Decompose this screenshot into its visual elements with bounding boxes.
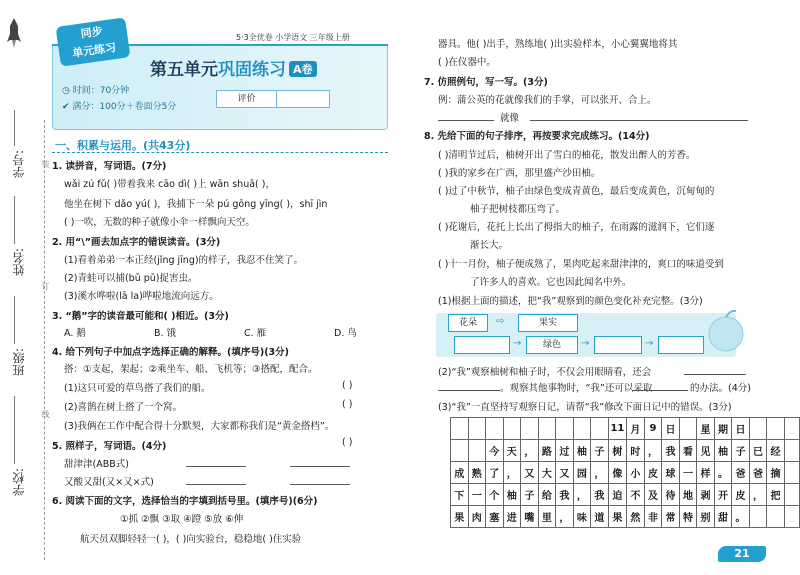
diary-cell[interactable]: 已 (749, 440, 767, 462)
diary-cell[interactable]: 非 (644, 506, 662, 528)
diary-cell[interactable] (451, 440, 469, 462)
badge-line: 单元练习 (71, 40, 117, 60)
sub-question: (1)根据上面的描述，把“我”观察到的颜色变化补充完整。(3分) (438, 296, 703, 307)
diary-cell[interactable]: ， (749, 484, 767, 506)
diary-cell[interactable]: 今 (486, 440, 504, 462)
section-title: 一、积累与运用。(共43分) (55, 139, 191, 152)
binding-mark: 装 (41, 160, 50, 168)
pomelo-icon (706, 306, 746, 356)
diary-cell[interactable]: 甜 (714, 506, 732, 528)
question-6-line: 航天员双脚轻轻一( )，( )向实验台，稳稳地( )住实验 (80, 534, 302, 545)
flow-box-fruit: 果实 (518, 314, 578, 332)
question-2-item: (2)青蛙可以捕(bǔ pǔ)捉害虫。 (64, 273, 198, 284)
diary-cell[interactable] (573, 418, 591, 440)
continued-line: ( )在仪器中。 (438, 57, 496, 68)
diary-cell[interactable]: 柚 (573, 440, 591, 462)
answer-line[interactable] (438, 120, 494, 121)
diary-cell[interactable]: 见 (697, 440, 715, 462)
question-4-item: (2)喜鹊在树上搭了一个窝。 (64, 402, 182, 413)
diary-cell[interactable] (749, 418, 767, 440)
arrow-right-icon: ⇨ (496, 316, 505, 327)
diary-cell[interactable]: 了 (486, 462, 504, 484)
diary-cell[interactable]: 塞 (486, 506, 504, 528)
answer-blank[interactable]: ( ) (342, 399, 353, 410)
question-4-item: (3)我俩在工作中配合得十分默契，大家都称我们是“黄金搭档”。 (64, 421, 335, 432)
diary-cell[interactable]: 个 (486, 484, 504, 506)
flow-blank[interactable] (658, 336, 704, 354)
diary-cell[interactable]: 路 (538, 440, 556, 462)
sentence-item: ( )清明节过后，柚树开出了雪白的柚花，散发出醉人的芳香。 (438, 150, 696, 161)
evaluation-label: 评价 (217, 91, 277, 107)
diary-cell[interactable]: 开 (714, 484, 732, 506)
question-7-title: 7. 仿照例句，写一写。(3分) (424, 77, 548, 88)
diary-cell[interactable] (784, 506, 799, 528)
diary-cell[interactable]: 爸 (732, 462, 750, 484)
arrow-right-icon: → (581, 338, 590, 349)
diary-cell[interactable]: 过 (556, 440, 574, 462)
question-3-title: 3. “鹅”字的读音最可能和( )相近。(3分) (52, 311, 229, 322)
diary-row (451, 418, 800, 440)
class-blank[interactable] (14, 296, 15, 344)
diary-cell[interactable]: 皮 (644, 462, 662, 484)
diary-cell[interactable]: 树 (608, 440, 627, 462)
diary-cell[interactable]: 嘴 (521, 506, 539, 528)
diary-cell[interactable]: 11 (608, 418, 627, 440)
diary-cell[interactable]: 下 (451, 484, 469, 506)
diary-cell[interactable]: 又 (521, 462, 539, 484)
binding-mark: 线 (41, 410, 50, 418)
diary-cell[interactable] (468, 418, 486, 440)
diary-cell[interactable]: 把 (767, 484, 785, 506)
diary-cell[interactable] (784, 462, 799, 484)
diary-cell[interactable]: 进 (503, 506, 521, 528)
diary-cell[interactable]: 大 (538, 462, 556, 484)
diary-cell[interactable]: 常 (662, 506, 680, 528)
sub-question: (3)“我”一直坚持写观察日记，请帮“我”修改下面日记中的错误。(3分) (438, 402, 732, 413)
question-2-title: 2. 用“\”画去加点字的错误读音。(3分) (52, 237, 221, 248)
diary-cell[interactable]: 样 (697, 462, 715, 484)
diary-cell[interactable] (784, 484, 799, 506)
diary-cell[interactable]: 我 (556, 484, 574, 506)
name-label: 姓名: (12, 248, 26, 277)
diary-cell[interactable]: ， (573, 484, 591, 506)
badge-line: 同步 (79, 24, 104, 41)
diary-cell[interactable]: 里 (538, 506, 556, 528)
diary-cell[interactable]: 球 (662, 462, 680, 484)
question-1-line: wǎi zú fǔ( )带着我来 cāo dì( )上 wān shuǎ( )， (64, 179, 275, 190)
clock-icon: ◷ (62, 86, 73, 96)
diary-cell[interactable]: ， (503, 462, 521, 484)
page-title (150, 55, 317, 80)
diary-cell[interactable]: 一 (679, 462, 697, 484)
answer-line[interactable] (186, 466, 246, 467)
diary-cell[interactable]: 剥 (697, 484, 715, 506)
diary-cell[interactable]: 像 (608, 462, 627, 484)
name-blank[interactable] (14, 196, 15, 244)
answer-line[interactable] (186, 484, 246, 485)
question-1-line: 他坐在树下 dǎo yú( )，我捕下一朵 pú gōng yīng( )，shī jìn (64, 199, 328, 210)
diary-cell[interactable]: 道 (591, 506, 609, 528)
diary-cell[interactable]: 我 (591, 484, 609, 506)
option-c[interactable]: C. 雁 (244, 328, 267, 339)
diary-cell[interactable]: 肉 (468, 506, 486, 528)
diary-cell[interactable] (749, 506, 767, 528)
score-text: 满分：100分＋卷面分5分 (72, 102, 177, 112)
diary-cell[interactable]: 特 (679, 506, 697, 528)
diary-cell[interactable]: 又 (556, 462, 574, 484)
diary-cell[interactable]: ， (591, 462, 609, 484)
series-label: 5·3全优卷 小学语文 三年级上册 (236, 33, 350, 42)
flow-blank[interactable] (454, 336, 510, 354)
answer-line[interactable] (632, 390, 688, 391)
diary-row (451, 462, 800, 484)
sentence-item: 渐长大。 (470, 240, 509, 251)
rocket-icon (7, 18, 21, 48)
school-label: 学校: (12, 468, 26, 497)
sub-question: 的办法。(4分) (690, 383, 751, 394)
title-tag: A卷 (289, 61, 317, 77)
diary-cell[interactable] (486, 418, 504, 440)
diary-cell[interactable]: 柚 (503, 484, 521, 506)
diary-cell[interactable]: 味 (573, 506, 591, 528)
check-icon: ✔ (62, 102, 73, 112)
diary-cell[interactable]: 待 (662, 484, 680, 506)
diary-cell[interactable]: 我 (662, 440, 680, 462)
question-4-item: (1)这只可爱的草鸟搭了我们的船。 (64, 383, 211, 394)
diary-cell[interactable]: ， (521, 440, 539, 462)
diary-cell[interactable]: 9 (644, 418, 662, 440)
sentence-item: 柚子把树枝都压弯了。 (470, 204, 566, 215)
diary-cell[interactable]: ， (556, 506, 574, 528)
evaluation-box[interactable] (216, 90, 330, 108)
question-1-title: 1. 读拼音，写词语。(7分) (52, 161, 167, 172)
answer-line[interactable] (290, 484, 350, 485)
question-6-title: 6. 阅读下面的文字，选择恰当的字填到括号里。(填序号)(6分) (52, 496, 318, 507)
diary-row (451, 440, 800, 462)
title-pre: 第五单元 (150, 60, 218, 80)
diary-cell[interactable]: ， (644, 440, 662, 462)
option-d[interactable]: D. 鸟 (334, 328, 357, 339)
diary-cell[interactable]: 子 (732, 440, 750, 462)
question-7-example: 例：蒲公英的花就像我们的手掌，可以张开、合上。 (438, 95, 657, 106)
diary-cell[interactable] (556, 418, 574, 440)
question-1-line: ( )一吹，无数的种子就像小伞一样飘向天空。 (64, 217, 255, 228)
diary-cell[interactable] (767, 418, 785, 440)
answer-line[interactable] (290, 466, 350, 467)
student-number-label: 学号: (12, 150, 26, 179)
question-2-item: (3)溪水哗啦(lā la)哗啦地流向远方。 (64, 291, 219, 302)
sub-question: 。观察其他事物时，“我”还可以采取 (500, 383, 653, 394)
sub-question: (2)“我”观察柚树和柚子时，不仅会用眼睛看，还会 (438, 367, 652, 378)
question-5-item: 甜津津(ABB式) (64, 459, 129, 470)
question-4-title: 4. 给下列句子中加点字选择正确的解释。(填序号)(3分) (52, 347, 290, 358)
diary-cell[interactable]: 果 (451, 506, 469, 528)
diary-table (450, 417, 800, 528)
answer-line[interactable] (530, 120, 748, 121)
diary-cell[interactable]: 爸 (749, 462, 767, 484)
diary-cell[interactable]: 果 (608, 506, 627, 528)
diary-cell[interactable] (503, 418, 521, 440)
diary-cell[interactable] (538, 418, 556, 440)
diary-cell[interactable]: 天 (503, 440, 521, 462)
sentence-item: ( )十一月份，柚子便成熟了，果肉吃起来甜津津的，爽口的味道受到 (438, 259, 724, 270)
diary-cell[interactable]: 熟 (468, 462, 486, 484)
diary-cell[interactable]: 子 (591, 440, 609, 462)
class-label: 班级: (12, 348, 26, 377)
diary-cell[interactable] (591, 418, 609, 440)
time-text: 时间：70分钟 (72, 86, 130, 96)
option-b[interactable]: B. 饿 (154, 328, 177, 339)
diary-cell[interactable]: 子 (521, 484, 539, 506)
flow-box-green: 绿色 (526, 336, 578, 354)
diary-cell[interactable]: 一 (468, 484, 486, 506)
diary-cell[interactable] (451, 418, 469, 440)
diary-cell[interactable]: 别 (697, 506, 715, 528)
diary-cell[interactable]: 迫 (608, 484, 627, 506)
diary-cell[interactable]: 然 (627, 506, 645, 528)
sentence-item: ( )我的家乡在广西，那里盛产沙田柚。 (438, 168, 601, 179)
full-score (62, 99, 176, 112)
diary-cell[interactable] (468, 440, 486, 462)
diary-cell[interactable]: 摘 (767, 462, 785, 484)
sentence-item: 了许多人的喜欢。它也因此闻名中外。 (470, 277, 632, 288)
diary-cell[interactable]: 日 (732, 418, 750, 440)
option-a[interactable]: A. 鹅 (64, 328, 86, 339)
question-5-item: 又酸又甜(又×又×式) (64, 477, 154, 488)
diary-cell[interactable]: 看 (679, 440, 697, 462)
diary-cell[interactable]: 成 (451, 462, 469, 484)
diary-cell[interactable]: 小 (627, 462, 645, 484)
continued-line: 器具。他( )出手，熟练地( )出实验样本，小心翼翼地将其 (438, 39, 678, 50)
binding-cut-line (44, 120, 45, 560)
time-limit (62, 83, 129, 96)
diary-cell[interactable]: 地 (679, 484, 697, 506)
question-8-title: 8. 先给下面的句子排序，再按要求完成练习。(14分) (424, 131, 650, 142)
diary-cell[interactable] (679, 418, 697, 440)
arrow-right-icon: → (513, 338, 522, 349)
diary-cell[interactable] (767, 506, 785, 528)
diary-cell[interactable]: 及 (644, 484, 662, 506)
diary-cell[interactable]: 柚 (714, 440, 732, 462)
diary-row (451, 506, 800, 528)
diary-cell[interactable] (784, 418, 799, 440)
diary-cell[interactable]: 时 (627, 440, 645, 462)
diary-cell[interactable]: 日 (662, 418, 680, 440)
diary-cell[interactable]: 。 (732, 506, 750, 528)
diary-grid (450, 417, 800, 528)
diary-cell[interactable]: 星 (697, 418, 715, 440)
sentence-item: ( )过了中秋节，柚子由绿色变成青黄色，最后变成黄色，沉甸甸的 (438, 186, 715, 197)
diary-cell[interactable]: 经 (767, 440, 785, 462)
diary-cell[interactable]: 给 (538, 484, 556, 506)
diary-cell[interactable]: 园 (573, 462, 591, 484)
diary-cell[interactable]: 皮 (732, 484, 750, 506)
answer-line[interactable] (684, 374, 746, 375)
flow-box-flower: 花朵 (448, 314, 488, 332)
question-5-title: 5. 照样子，写词语。(4分) (52, 441, 167, 452)
school-blank[interactable] (14, 396, 15, 464)
question-2-item: (1)看着弟弟一本正经(jǐng jīng)的样子，我忍不住笑了。 (64, 255, 304, 266)
answer-blank[interactable]: ( ) (342, 380, 353, 391)
title-highlight: 巩固练习 (218, 60, 286, 80)
binding-mark: 订 (41, 282, 50, 290)
diary-cell[interactable]: 不 (627, 484, 645, 506)
sentence-item: ( )花谢后，花托上长出了拇指大的柚子，在雨露的滋润下，它们逐 (438, 222, 715, 233)
answer-line[interactable] (438, 390, 500, 391)
diary-cell[interactable] (784, 440, 799, 462)
diary-cell[interactable] (521, 418, 539, 440)
flow-blank[interactable] (594, 336, 642, 354)
question-6-options: ①抓 ②飘 ③取 ④蹬 ⑤放 ⑥伸 (120, 514, 244, 525)
question-4-definition: 搭：①支起，架起；②乘坐车、船、飞机等；③搭配，配合。 (64, 364, 318, 375)
question-7-word: 就像 (500, 113, 520, 124)
diary-cell[interactable]: 期 (714, 418, 732, 440)
diary-row (451, 484, 800, 506)
arrow-right-icon: → (645, 338, 654, 349)
page-number: 21 (718, 546, 766, 562)
student-number-blank[interactable] (14, 110, 15, 146)
answer-blank[interactable]: ( ) (342, 437, 353, 448)
diary-cell[interactable]: 。 (714, 462, 732, 484)
section-divider (52, 152, 388, 153)
diary-cell[interactable]: 月 (627, 418, 645, 440)
